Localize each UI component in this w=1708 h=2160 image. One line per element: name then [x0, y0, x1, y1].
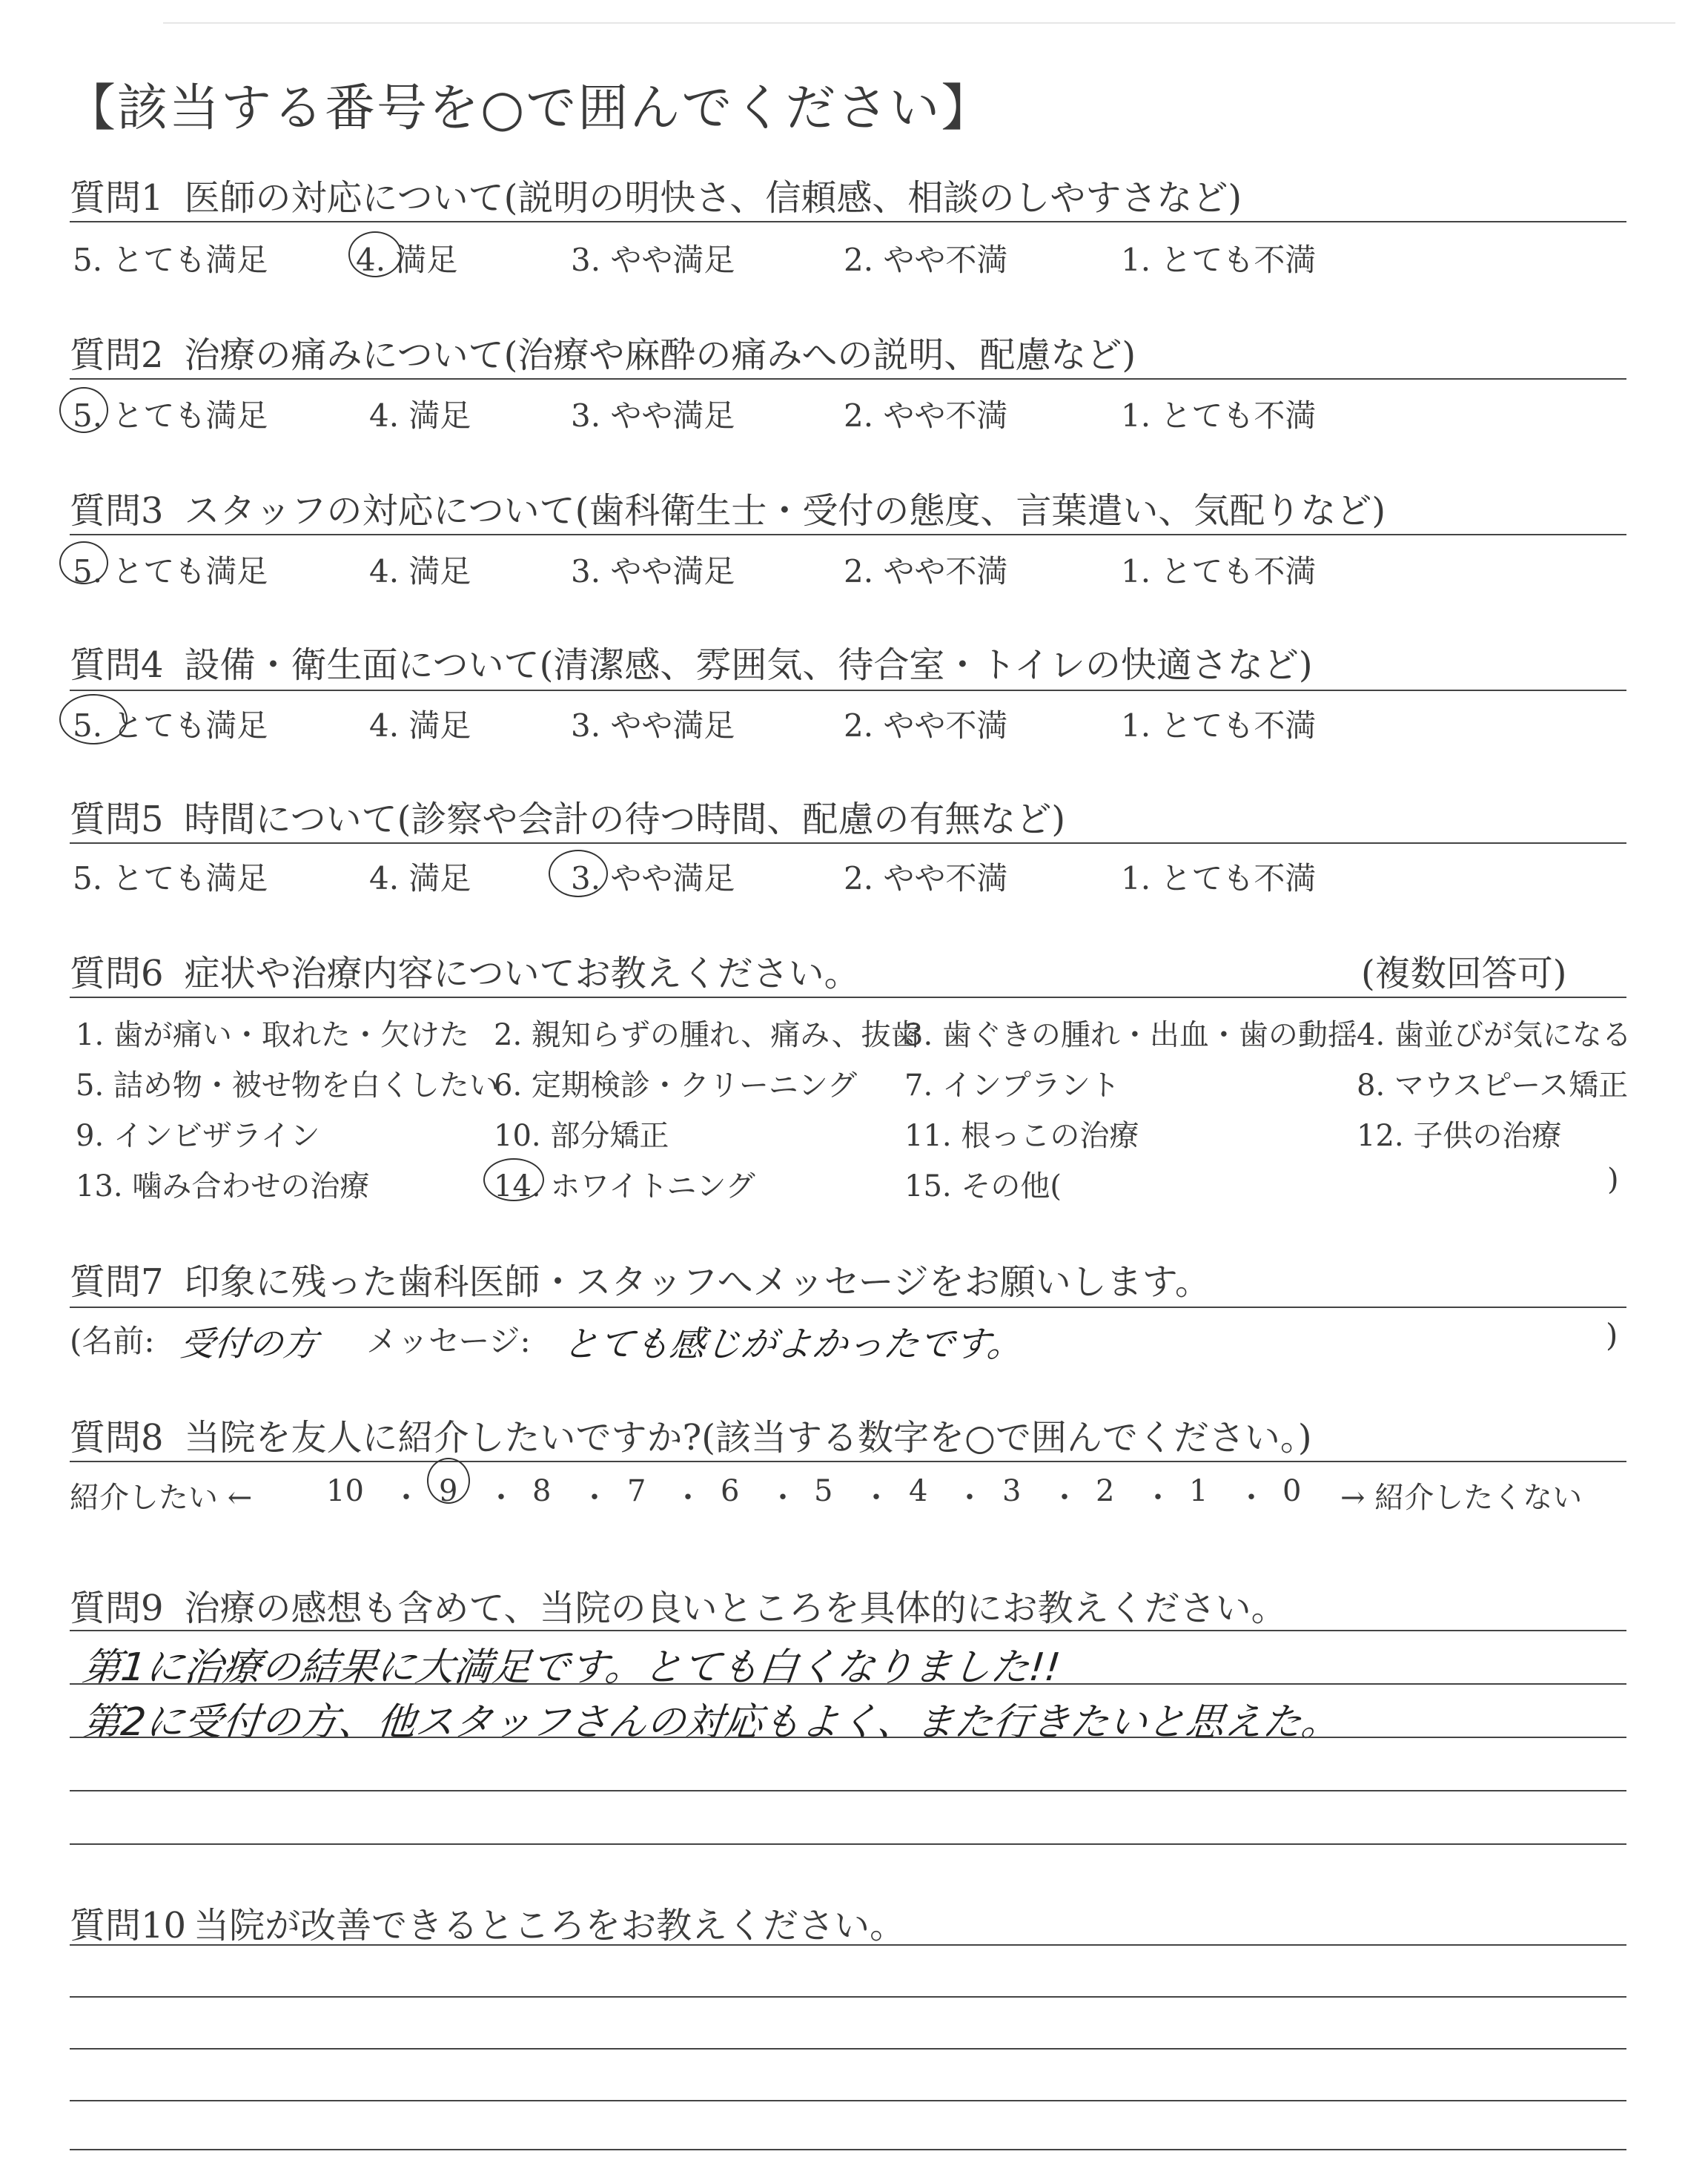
q10-rule-4	[70, 2100, 1626, 2101]
q8-scale-dot: ・	[580, 1481, 609, 1515]
q8-scale-9[interactable]: 9	[439, 1474, 458, 1508]
question-5-number: 質問5	[70, 799, 164, 840]
q1-selection-circle	[348, 231, 402, 277]
question-2	[70, 326, 1136, 377]
q8-scale-2[interactable]: 2	[1096, 1474, 1115, 1508]
question-7-title: 印象に残った歯科医師・スタッフへメッセージをお願いします。	[184, 1261, 1211, 1303]
question-10	[70, 1897, 905, 1948]
question-4-number: 質問4	[70, 644, 164, 686]
scan-edge	[163, 22, 1675, 24]
q6-item-9[interactable]: 9. インビザライン	[76, 1119, 320, 1153]
q10-rule-2	[70, 1996, 1626, 1998]
q4-option-2[interactable]: 2. やや不満	[844, 707, 1008, 744]
question-3-number: 質問3	[70, 490, 164, 532]
q8-scale-5[interactable]: 5	[814, 1474, 833, 1508]
question-7	[70, 1253, 1211, 1304]
question-7-number: 質問7	[70, 1261, 164, 1303]
q8-scale-0[interactable]: 0	[1282, 1474, 1302, 1508]
q5-option-1[interactable]: 1. とても不満	[1121, 860, 1317, 896]
q9-rule-5	[70, 1843, 1626, 1845]
q8-scale-8[interactable]: 8	[532, 1474, 552, 1508]
q9-answer-line-2[interactable]: 第2に受付の方、他スタッフさんの対応もよく、また行きたいと思えた。	[80, 1700, 1343, 1745]
question-10-title: 当院が改善できるところをお教えください。	[193, 1905, 906, 1946]
q1-option-5[interactable]: 5. とても満足	[73, 242, 268, 278]
question-10-number: 質問10	[70, 1905, 187, 1946]
q8-scale-dot: ・	[1143, 1481, 1173, 1515]
question-3-rule	[70, 534, 1626, 535]
q7-name-value[interactable]: 受付の方	[178, 1324, 320, 1364]
q9-answer-line-1[interactable]: 第1に治療の結果に大満足です。とても白くなりました!!	[80, 1645, 1063, 1690]
q5-option-2[interactable]: 2. やや不満	[844, 860, 1008, 896]
q4-selection-circle	[59, 694, 128, 744]
question-6-rule	[70, 997, 1626, 998]
question-8-rule	[70, 1461, 1626, 1462]
q10-rule-3	[70, 2048, 1626, 2050]
question-1	[70, 169, 1242, 220]
q6-item-4[interactable]: 4. 歯並びが気になる	[1357, 1018, 1632, 1052]
q10-rule-1	[70, 1944, 1626, 1946]
q2-option-1[interactable]: 1. とても不満	[1121, 397, 1317, 434]
question-8-title: 当院を友人に紹介したいですか?(該当する数字を○で囲んでください。)	[184, 1417, 1312, 1459]
q5-option-5[interactable]: 5. とても満足	[73, 860, 268, 896]
q6-item-1[interactable]: 1. 歯が痛い・取れた・欠けた	[76, 1018, 469, 1052]
q3-option-5[interactable]: 5. とても満足	[73, 553, 268, 589]
question-9-number: 質問9	[70, 1588, 164, 1629]
question-5-title: 時間について(診察や会計の待つ時間、配慮の有無など)	[184, 799, 1066, 840]
q8-scale-dot: ・	[391, 1481, 421, 1515]
q3-option-3[interactable]: 3. やや満足	[571, 553, 735, 589]
question-6	[70, 945, 860, 996]
question-1-title: 医師の対応について(説明の明快さ、信頼感、相談のしやすさなど)	[184, 177, 1242, 219]
q8-scale-dot: ・	[486, 1481, 516, 1515]
q7-message-label: メッセージ:	[366, 1323, 531, 1359]
question-2-number: 質問2	[70, 334, 164, 376]
q6-item-13[interactable]: 13. 噛み合わせの治療	[76, 1169, 370, 1203]
q8-scale-dot: ・	[1237, 1481, 1266, 1515]
question-5-rule	[70, 842, 1626, 844]
q3-option-1[interactable]: 1. とても不満	[1121, 553, 1317, 589]
q6-item-11[interactable]: 11. 根っこの治療	[904, 1119, 1139, 1153]
q5-option-4[interactable]: 4. 満足	[369, 860, 471, 896]
q6-item-12[interactable]: 12. 子供の治療	[1357, 1119, 1562, 1153]
q8-scale-10[interactable]: 10	[326, 1474, 364, 1508]
q6-item-15[interactable]: 15. その他(	[904, 1169, 1062, 1203]
q5-selection-circle	[549, 850, 608, 897]
question-1-rule	[70, 221, 1626, 222]
q4-option-1[interactable]: 1. とても不満	[1121, 707, 1317, 744]
question-4	[70, 636, 1313, 687]
q9-rule-4	[70, 1790, 1626, 1791]
question-9-title: 治療の感想も含めて、当院の良いところを具体的にお教えください。	[184, 1588, 1287, 1629]
q3-selection-circle	[59, 541, 108, 584]
q1-option-3[interactable]: 3. やや満足	[571, 242, 735, 278]
q7-message-value[interactable]: とても感じがよかったです。	[560, 1324, 1025, 1365]
question-3	[70, 482, 1386, 533]
q7-name-label: (名前:	[70, 1323, 155, 1359]
q6-item-3[interactable]: 3. 歯ぐきの腫れ・出血・歯の動揺	[904, 1018, 1357, 1052]
question-9	[70, 1579, 1287, 1631]
q6-item-15-close: )	[1607, 1163, 1619, 1197]
q2-selection-circle	[59, 387, 108, 433]
question-6-note: (複数回答可)	[1361, 953, 1567, 994]
q6-item-7[interactable]: 7. インプラント	[904, 1069, 1120, 1103]
q8-scale-dot: ・	[673, 1481, 703, 1515]
q8-scale-4[interactable]: 4	[909, 1474, 928, 1508]
q1-option-2[interactable]: 2. やや不満	[844, 242, 1008, 278]
q4-option-5[interactable]: 5. とても満足	[73, 707, 268, 744]
q6-item-5[interactable]: 5. 詰め物・被せ物を白くしたい	[76, 1069, 499, 1103]
q8-scale-6[interactable]: 6	[721, 1474, 740, 1508]
question-7-rule	[70, 1307, 1626, 1308]
q1-option-1[interactable]: 1. とても不満	[1121, 242, 1317, 278]
q6-item-6[interactable]: 6. 定期検診・クリーニング	[494, 1069, 858, 1103]
q8-scale-dot: ・	[955, 1481, 984, 1515]
q8-scale-dot: ・	[861, 1481, 891, 1515]
question-2-title: 治療の痛みについて(治療や麻酔の痛みへの説明、配慮など)	[184, 334, 1136, 376]
q2-option-3[interactable]: 3. やや満足	[571, 397, 735, 434]
q6-item-2[interactable]: 2. 親知らずの腫れ、痛み、抜歯	[494, 1018, 921, 1052]
q8-scale-3[interactable]: 3	[1002, 1474, 1022, 1508]
q8-selection-circle	[427, 1458, 470, 1504]
q6-item-8[interactable]: 8. マウスピース矯正	[1357, 1069, 1629, 1103]
q3-option-4[interactable]: 4. 満足	[369, 553, 471, 589]
question-3-title: スタッフの対応について(歯科衛生士・受付の態度、言葉遣い、気配りなど)	[184, 490, 1386, 532]
q1-option-4[interactable]: 4. 満足	[356, 242, 458, 278]
question-8-number: 質問8	[70, 1417, 164, 1459]
q9-rule-3	[70, 1737, 1626, 1738]
q6-item-14[interactable]: 14. ホワイトニング	[494, 1169, 755, 1203]
question-6-number: 質問6	[70, 953, 164, 994]
form-header: 【該当する番号を○で囲んでください】	[65, 79, 993, 138]
q4-option-3[interactable]: 3. やや満足	[571, 707, 735, 744]
question-8	[70, 1409, 1312, 1460]
q9-rule-1	[70, 1630, 1626, 1631]
q8-scale-dot: ・	[768, 1481, 798, 1515]
q3-option-2[interactable]: 2. やや不満	[844, 553, 1008, 589]
q5-option-3[interactable]: 3. やや満足	[571, 860, 735, 896]
q2-option-4[interactable]: 4. 満足	[369, 397, 471, 434]
q2-option-2[interactable]: 2. やや不満	[844, 397, 1008, 434]
q8-left-label: 紹介したい ←	[70, 1481, 253, 1515]
q4-option-4[interactable]: 4. 満足	[369, 707, 471, 744]
question-4-title: 設備・衛生面について(清潔感、雰囲気、待合室・トイレの快適さなど)	[184, 644, 1313, 686]
question-6-title: 症状や治療内容についてお教えください。	[184, 953, 860, 994]
question-4-rule	[70, 690, 1626, 691]
q6-selection-circle	[483, 1158, 544, 1201]
q7-close-paren: )	[1606, 1317, 1618, 1353]
q10-rule-5	[70, 2149, 1626, 2150]
question-1-number: 質問1	[70, 177, 164, 219]
q8-right-label: → 紹介したくない	[1340, 1481, 1583, 1515]
question-2-rule	[70, 378, 1626, 380]
q8-scale-1[interactable]: 1	[1189, 1474, 1208, 1508]
q8-scale-7[interactable]: 7	[627, 1474, 646, 1508]
q8-scale-dot: ・	[1050, 1481, 1079, 1515]
q9-rule-2	[70, 1683, 1626, 1685]
q6-item-10[interactable]: 10. 部分矯正	[494, 1119, 669, 1153]
q2-option-5[interactable]: 5. とても満足	[73, 397, 268, 434]
question-5	[70, 790, 1065, 842]
